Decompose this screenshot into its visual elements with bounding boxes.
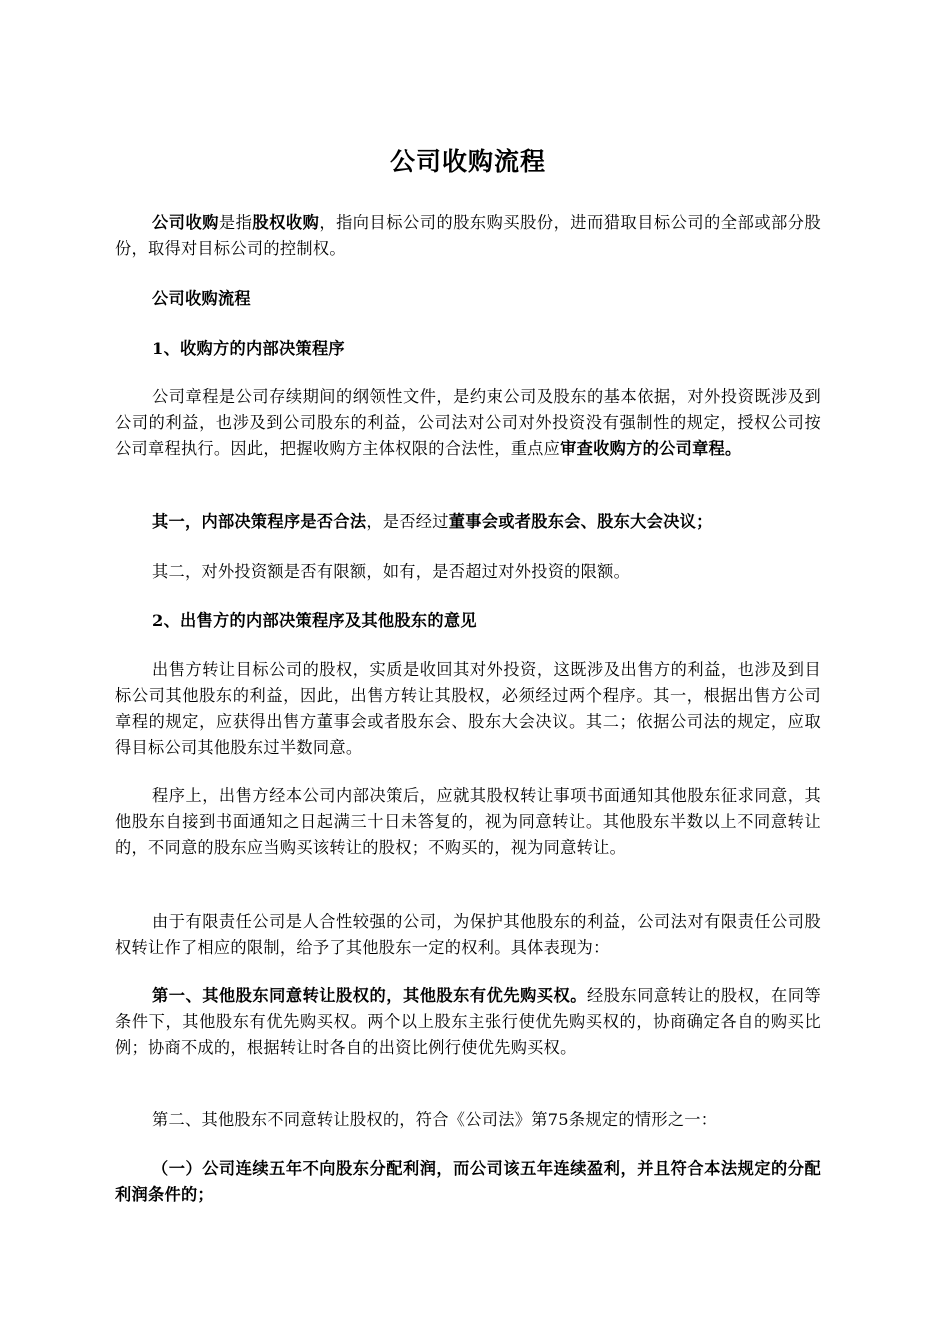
bold-text: 其一，内部决策程序是否合法 [152,512,367,531]
section-heading: 公司收购流程 [152,289,251,308]
paragraph-preemption [115,983,821,1061]
paragraph-first [115,509,821,535]
paragraph-second: 其二，对外投资额是否有限额，如有，是否超过对外投资的限额。 [152,562,631,581]
paragraph-procedure: 程序上，出售方经本公司内部决策后，应就其股权转让事项书面通知其他股东征求同意，其他股东自接到书面通知之日起满三十日未答复的，视为同意转让。其他股东半数以上不同意转让的，不同意的股东应当购买该转让的股权；不购买的，视为同意转让。 [115,786,821,857]
paragraph-condition-1: （一）公司连续五年不向股东分配利润，而公司该五年连续盈利，并且符合本法规定的分配利润条件的； [115,1159,821,1204]
intro-paragraph [115,210,821,262]
paragraph-limitations: 由于有限责任公司是人合性较强的公司，为保护其他股东的利益，公司法对有限责任公司股权转让作了相应的限制，给予了其他股东一定的权利。具体表现为： [115,912,821,957]
bold-text: 董事会或者股东会、股东大会决议； [448,512,713,531]
bold-text: 第一、其他股东同意转让股权的，其他股东有优先购买权。 [152,986,587,1005]
paragraph-seller: 出售方转让目标公司的股权，实质是收回其对外投资，这既涉及出售方的利益，也涉及到目标公司其他股东的利益，因此，出售方转让其股权，必须经过两个程序。其一，根据出售方公司章程的规定，应获得出售方董事会或者股东会、股东大会决议。其二；依据公司法的规定，应取得目标公司其他股东过半数同意。 [115,660,821,757]
document-title: 公司收购流程 [389,147,546,176]
text: 公司章程是公司存续期间的纲领性文件，是约束公司及股东的基本依据，对外投资既涉及到公司的利益，也涉及到公司股东的利益，公司法对公司对外投资没有强制性的规定，授权公司按公司章程执行。因此，把握收购方主体权限的合法性，重点应 [115,387,821,458]
term-equity-acquisition: 股权收购 [252,213,320,232]
term-company-acquisition: 公司收购 [152,213,219,232]
text: 是指 [218,213,253,232]
paragraph-articles [115,384,821,462]
text: 经股东同意转让的股权，在同等条件下，其他股东有优先购买权。两个以上股东主张行使优先购买权的，协商确定各自的购买比例；协商不成的，根据转让时各自的出资比例行使优先购买权。 [115,986,821,1057]
bold-text: 审查收购方的公司章程。 [560,439,742,458]
heading-2: 2、出售方的内部决策程序及其他股东的意见 [152,611,477,630]
text: ，是否经过 [366,512,449,531]
heading-1: 1、收购方的内部决策程序 [152,339,345,358]
text: ，指向目标公司的股东购买股份，进而猎取目标公司的全部或部分股份，取得对目标公司的控制权。 [115,213,822,258]
paragraph-disagree: 第二、其他股东不同意转让股权的，符合《公司法》第75条规定的情形之一： [152,1110,718,1129]
